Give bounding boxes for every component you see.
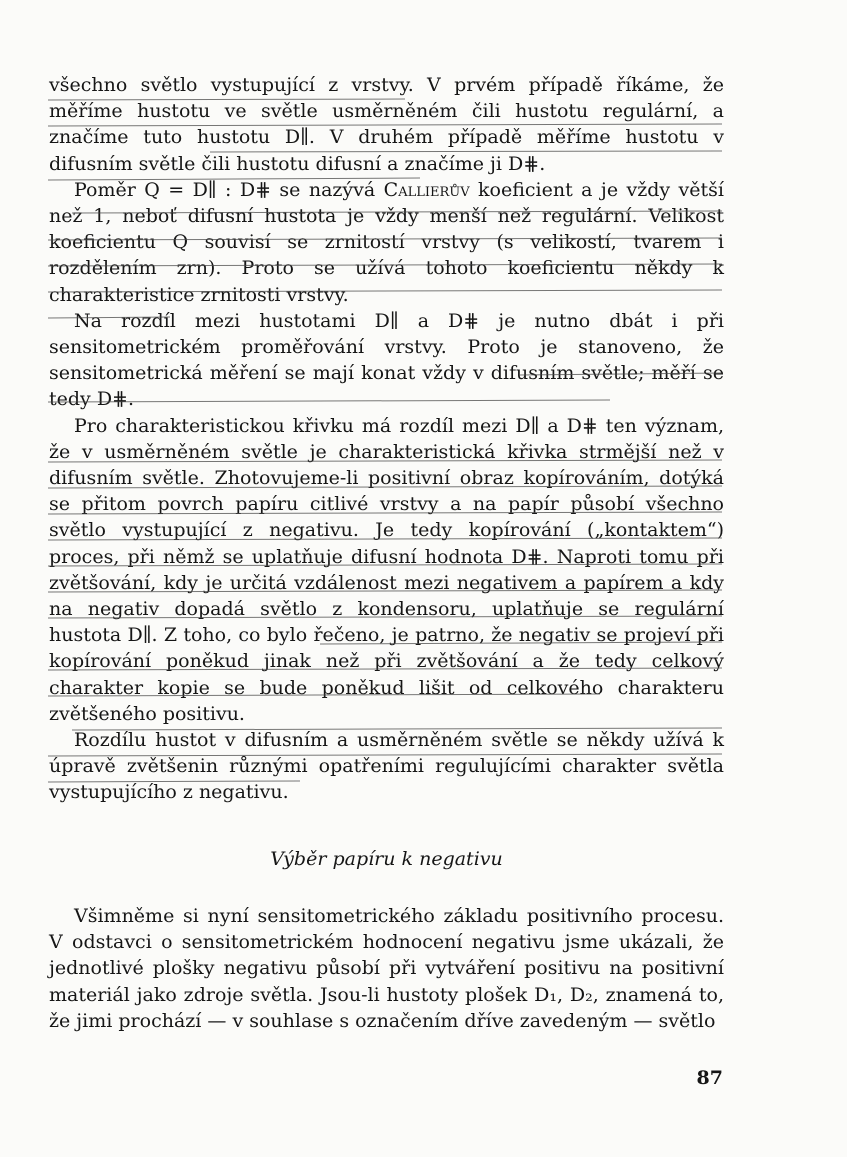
paragraph-continuation: všechno světlo vystupující z vrstvy. V prvém případě říkáme, že měříme hustotu ve světle usměrněném čili hustotu regulární, a značíme tuto hustotu D∥. V druhém případě měříme hustotu v difusním světle čili hustotu difusní a značíme ji D⋕. xyxy=(49,74,724,175)
body-text-bottom xyxy=(49,903,724,1034)
paragraph-callier-coefficient: Poměr Q = D∥ : D⋕ se nazývá Callierův koeficient a je vždy větší než 1, neboť difusní hustota je vždy menší než regulární. Velikost koeficientu Q souvisí se zrnitostí vrstvy (s velikostí, tvarem i rozdělením zrn). Proto se užívá tohoto koeficientu někdy k charakteristice zrnitosti vrstvy. xyxy=(49,178,724,306)
paragraph-density-difference: Rozdílu hustot v difusním a usměrněném světle se někdy užívá k úpravě zvětšenin různými opatřeními regulujícími charakter světla vystupujícího z negativu. xyxy=(49,729,724,804)
paragraph-positive-process: Všimněme si nyní sensitometrického základu positivního procesu. V odstavci o sensitometrickém hodnocení negativu jsme ukázali, že jednotlivé plošky negativu působí při vytváření positivu na positivní materiál jako zdroje světla. Jsou-li hustoty plošek D₁, D₂, znamená to, že jimi prochází — v souhlase s označením dříve zavedeným — světlo xyxy=(49,905,724,1032)
body-text-top xyxy=(49,72,724,806)
paragraph-characteristic-curve: Pro charakteristickou křivku má rozdíl mezi D∥ a D⋕ ten význam, že v usměrněném světle je charakteristická křivka strmější než v difusním světle. Zhotovujeme-li positivní obraz kopírováním, dotýká se přitom povrch papíru citlivé vrstvy a na papír působí všechno světlo vystupující z negativu. Je tedy kopírování („kontaktem“) proces, při němž se uplatňuje difusní hodnota D⋕. Naproti tomu při zvětšování, kdy je určitá vzdálenost mezi negativem a papírem a kdy na negativ dopadá světlo z kondensoru, uplatňuje se regulární hustota D∥. Z toho, co bylo řečeno, je patrno, že negativ se projeví při kopírování poněkud jinak než při zvětšování a že tedy celkový charakter kopie se bude poněkud lišit od celkového charakteru zvětšeného positivu. xyxy=(49,414,724,725)
section-heading: Výběr papíru k negativu xyxy=(270,848,503,870)
page-number: 87 xyxy=(696,1067,723,1089)
callier-name: Callierův xyxy=(383,178,470,201)
paragraph-sensitometric-measurement: Na rozdíl mezi hustotami D∥ a D⋕ je nutno dbát i při sensitometrickém proměřování vrstvy. Proto je stanoveno, že sensitometrická měření se mají konat vždy v difusním světle; měří se tedy D⋕. xyxy=(49,309,724,411)
